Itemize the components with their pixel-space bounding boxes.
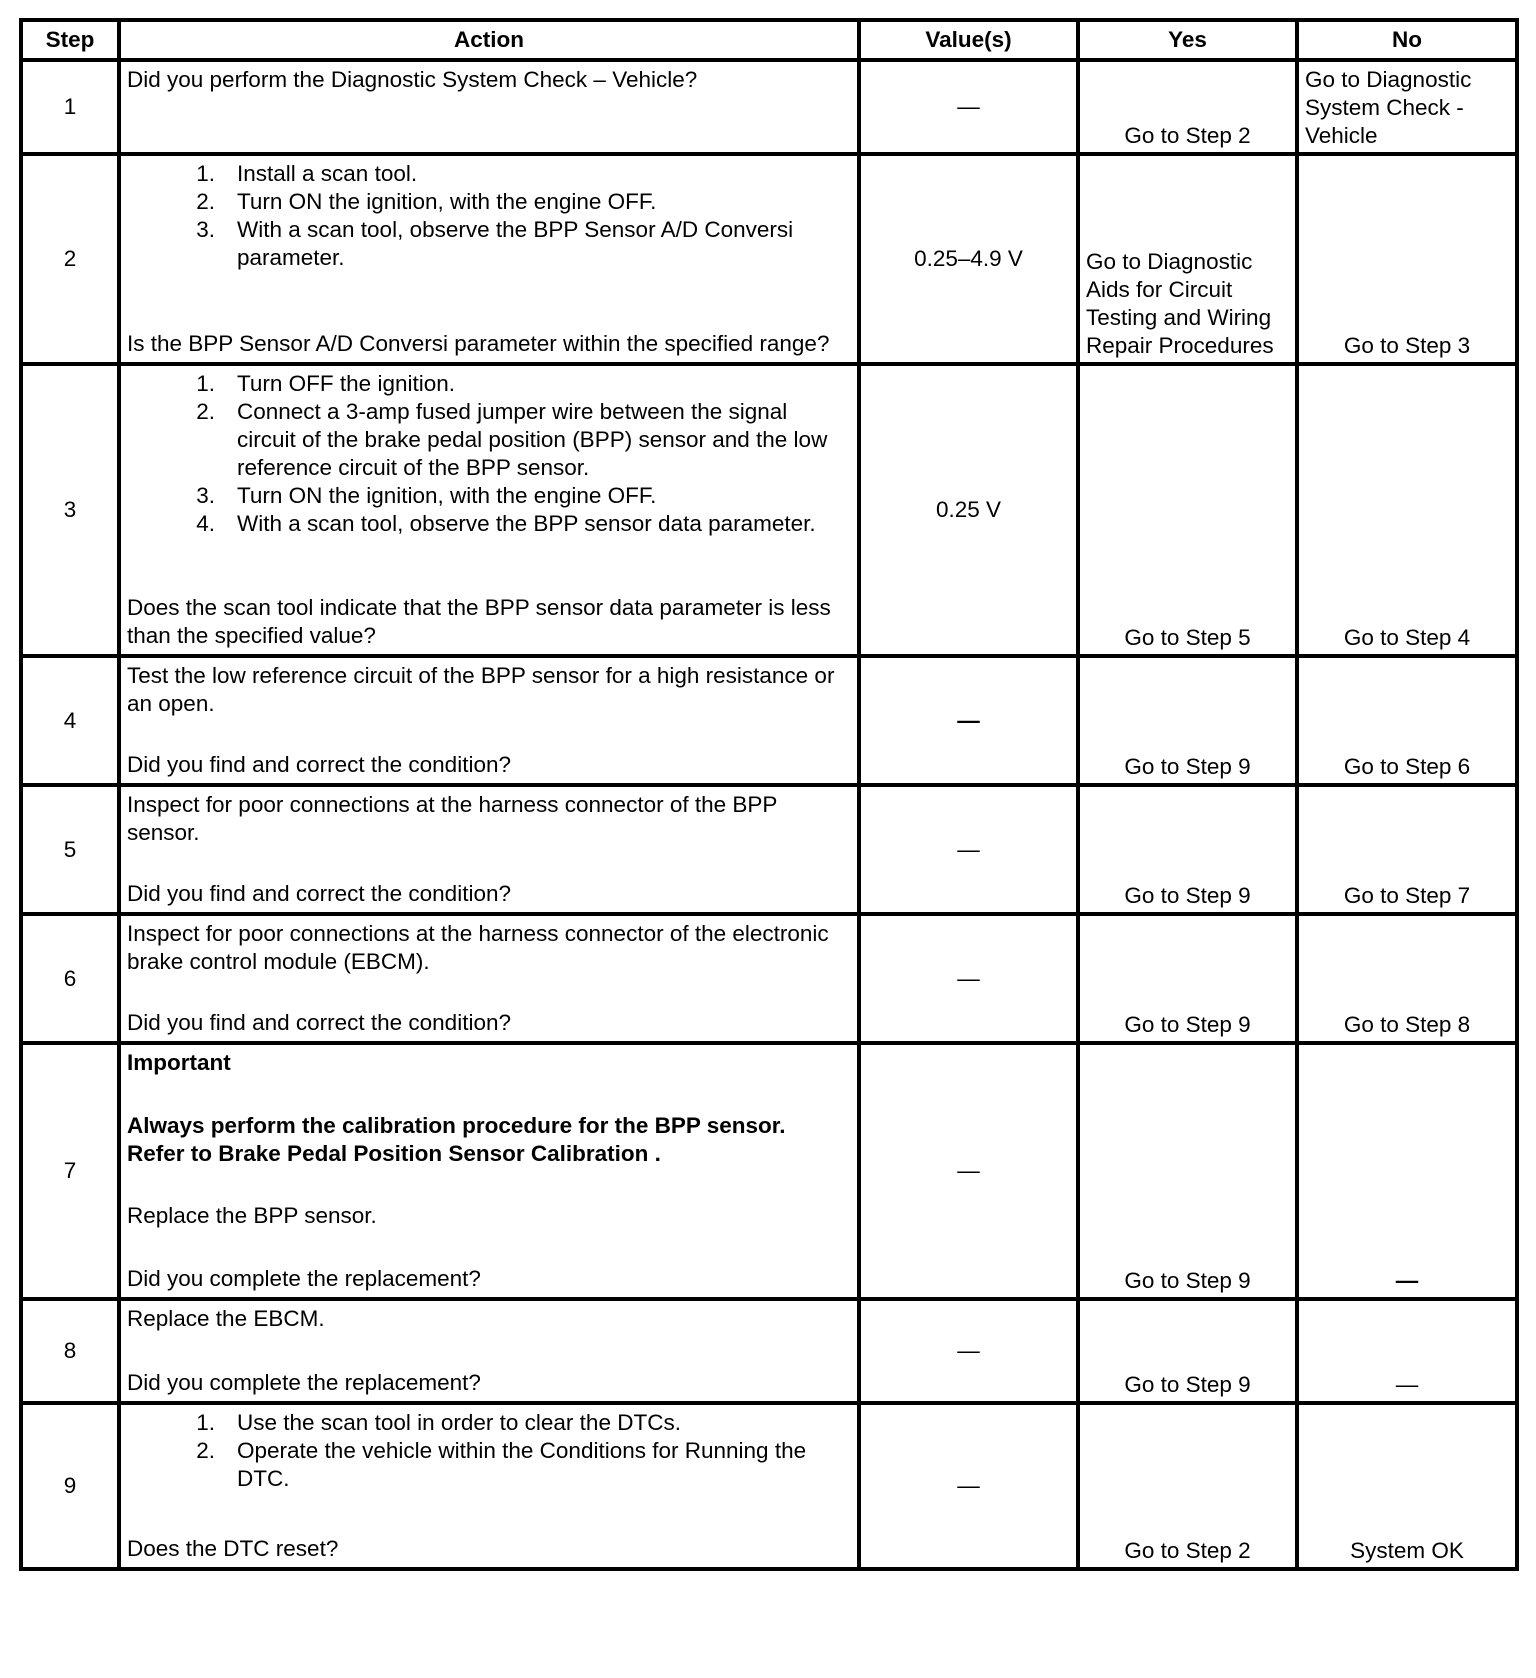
table-row <box>21 914 1517 1043</box>
no-cell: Go to Step 7 <box>1297 785 1517 914</box>
table-row <box>21 1043 1517 1299</box>
step-number: 9 <box>21 1403 119 1569</box>
action-question: Did you find and correct the condition? <box>127 752 511 777</box>
value-cell: 0.25–4.9 V <box>859 154 1078 364</box>
action-question: Is the BPP Sensor A/D Conversi parameter within the specified range? <box>127 331 830 356</box>
header-row <box>21 20 1517 60</box>
header-values: Value(s) <box>859 20 1078 60</box>
yes-cell: Go to Step 2 <box>1078 1403 1297 1569</box>
important-title: Important <box>127 1050 231 1075</box>
step-number: 4 <box>21 656 119 785</box>
action-cell <box>119 1403 859 1569</box>
no-cell: — <box>1297 1043 1517 1299</box>
table-row <box>21 154 1517 364</box>
step-number: 5 <box>21 785 119 914</box>
action-question: Does the DTC reset? <box>127 1536 339 1561</box>
value-cell: — <box>859 914 1078 1043</box>
no-cell: Go to Diagnostic System Check - Vehicle <box>1297 60 1517 154</box>
action-cell <box>119 1299 859 1403</box>
action-text: Inspect for poor connections at the harness connector of the BPP sensor. <box>127 792 777 845</box>
value-cell: — <box>859 785 1078 914</box>
list-item: 4. With a scan tool, observe the BPP sensor data parameter. <box>196 511 816 536</box>
step-number: 3 <box>21 364 119 656</box>
table-row <box>21 60 1517 154</box>
action-question: Did you find and correct the condition? <box>127 1010 511 1035</box>
yes-cell: Go to Step 9 <box>1078 656 1297 785</box>
action-question: Does the scan tool indicate that the BPP sensor data parameter is less than the specified value? <box>127 595 831 648</box>
no-cell: Go to Step 6 <box>1297 656 1517 785</box>
yes-cell: Go to Step 9 <box>1078 914 1297 1043</box>
important-note: Always perform the calibration procedure for the BPP sensor. Refer to Brake Pedal Position Sensor Calibration . <box>127 1112 786 1166</box>
list-item: 1. Turn OFF the ignition. <box>196 371 456 396</box>
action-cell <box>119 656 859 785</box>
action-cell <box>119 914 859 1043</box>
action-steps <box>127 370 849 538</box>
yes-cell: Go to Step 9 <box>1078 1299 1297 1403</box>
action-question: Did you find and correct the condition? <box>127 881 511 906</box>
action-cell <box>119 1043 859 1299</box>
header-no: No <box>1297 20 1517 60</box>
value-cell: — <box>859 1043 1078 1299</box>
table-row <box>21 656 1517 785</box>
list-item: 2. Operate the vehicle within the Conditions for Running the DTC. <box>196 1438 807 1491</box>
header-action: Action <box>119 20 859 60</box>
action-cell <box>119 154 859 364</box>
action-cell <box>119 785 859 914</box>
action-question: Did you complete the replacement? <box>127 1265 481 1291</box>
table-row <box>21 1403 1517 1569</box>
action-text: Replace the BPP sensor. <box>127 1203 377 1229</box>
action-question: Did you complete the replacement? <box>127 1370 481 1395</box>
yes-cell: Go to Step 5 <box>1078 364 1297 656</box>
value-cell: — <box>859 60 1078 154</box>
header-yes: Yes <box>1078 20 1297 60</box>
action-text: Replace the EBCM. <box>127 1306 325 1331</box>
action-steps <box>127 1409 849 1493</box>
step-number: 7 <box>21 1043 119 1299</box>
no-cell: System OK <box>1297 1403 1517 1569</box>
value-cell: — <box>859 1299 1078 1403</box>
list-item: 3. Turn ON the ignition, with the engine OFF. <box>196 483 657 508</box>
list-item: 1. Install a scan tool. <box>196 161 418 186</box>
action-text: Inspect for poor connections at the harness connector of the electronic brake control module (EBCM). <box>127 921 829 974</box>
table-row <box>21 785 1517 914</box>
list-item: 2. Connect a 3-amp fused jumper wire between the signal circuit of the brake pedal position (BPP) sensor and the low reference circuit of the BPP sensor. <box>196 399 828 480</box>
yes-cell: Go to Step 9 <box>1078 1043 1297 1299</box>
action-cell <box>119 364 859 656</box>
step-number: 8 <box>21 1299 119 1403</box>
list-item: 2. Turn ON the ignition, with the engine OFF. <box>196 189 657 214</box>
value-cell: — <box>859 656 1078 785</box>
step-number: 2 <box>21 154 119 364</box>
diagnostic-table-wrapper <box>19 18 1519 1571</box>
yes-cell: Go to Step 2 <box>1078 60 1297 154</box>
no-cell: — <box>1297 1299 1517 1403</box>
step-number: 6 <box>21 914 119 1043</box>
value-cell: — <box>859 1403 1078 1569</box>
list-item: 1. Use the scan tool in order to clear the DTCs. <box>196 1410 681 1435</box>
action-steps <box>127 160 849 272</box>
no-cell: Go to Step 4 <box>1297 364 1517 656</box>
diagnostic-table <box>19 18 1519 1571</box>
table-row <box>21 364 1517 656</box>
action-question: Did you perform the Diagnostic System Check – Vehicle? <box>127 67 698 92</box>
yes-cell: Go to Step 9 <box>1078 785 1297 914</box>
table-row <box>21 1299 1517 1403</box>
action-cell <box>119 60 859 154</box>
no-cell: Go to Step 8 <box>1297 914 1517 1043</box>
header-step: Step <box>21 20 119 60</box>
yes-cell: Go to Diagnostic Aids for Circuit Testing and Wiring Repair Procedures <box>1078 154 1297 364</box>
step-number: 1 <box>21 60 119 154</box>
value-cell: 0.25 V <box>859 364 1078 656</box>
action-text: Test the low reference circuit of the BPP sensor for a high resistance or an open. <box>127 663 835 716</box>
no-cell: Go to Step 3 <box>1297 154 1517 364</box>
list-item: 3. With a scan tool, observe the BPP Sensor A/D Conversi parameter. <box>196 217 794 270</box>
